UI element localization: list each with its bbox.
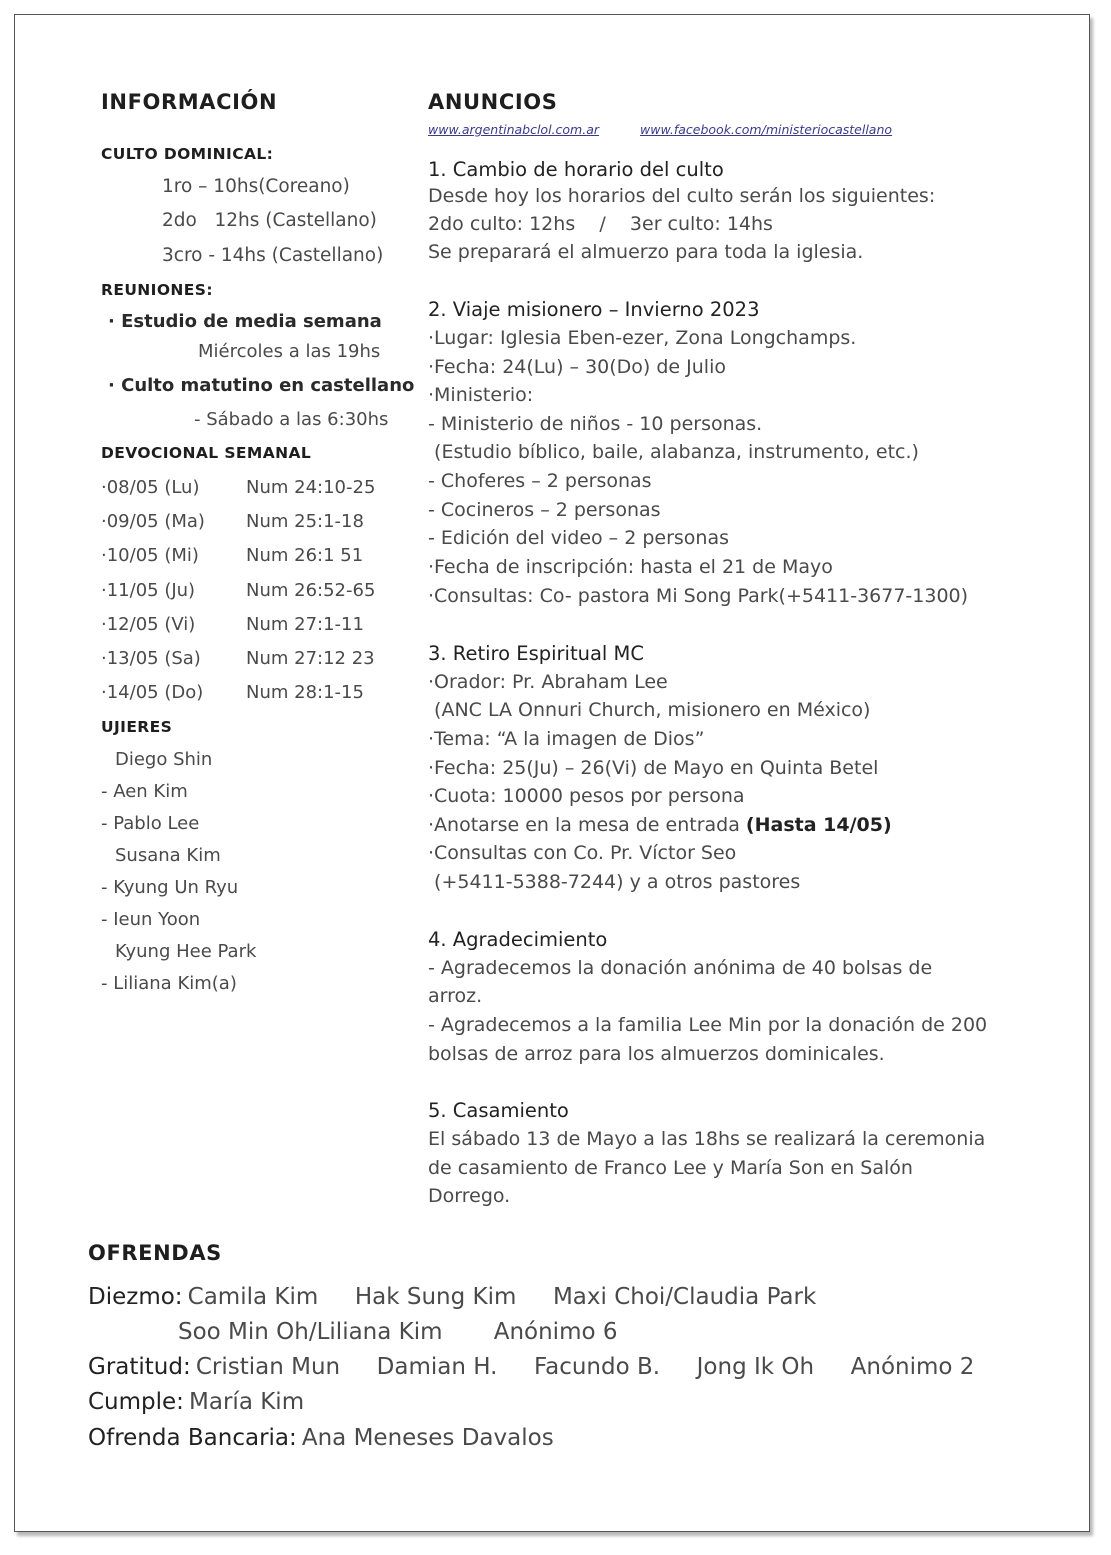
- anuncio-line: - Agradecemos la donación anónima de 40 bolsas de: [428, 957, 933, 979]
- culto-line-3: 3cro - 14hs (Castellano): [162, 245, 384, 266]
- gratitud-row: [88, 1354, 974, 1380]
- diezmo-row: [88, 1284, 816, 1310]
- devocional-date: ·12/05 (Vi): [101, 614, 196, 635]
- anuncio-line: [428, 814, 892, 836]
- ujier-name: - Liliana Kim(a): [101, 973, 237, 994]
- anuncio-line: (ANC LA Onnuri Church, misionero en México): [428, 699, 871, 721]
- anuncio-line: Se preparará el almuerzo para toda la iglesia.: [428, 241, 864, 263]
- devocional-ref: Num 25:1-18: [246, 511, 364, 532]
- anuncio-line: ·Fecha de inscripción: hasta el 21 de Mayo: [428, 556, 833, 578]
- devocional-ref: Num 24:10-25: [246, 477, 376, 498]
- anuncio-line: ·Cuota: 10000 pesos por persona: [428, 785, 745, 807]
- devocional-date: ·08/05 (Lu): [101, 477, 200, 498]
- diezmo-label: Diezmo:: [88, 1284, 183, 1310]
- devocional-title: DEVOCIONAL SEMANAL: [101, 444, 312, 462]
- cumple-names: María Kim: [189, 1389, 305, 1415]
- bancaria-names: Ana Meneses Davalos: [301, 1425, 554, 1451]
- anuncio-line: ·Fecha: 25(Ju) – 26(Vi) de Mayo en Quinta Betel: [428, 757, 879, 779]
- anuncio-line: ·Consultas con Co. Pr. Víctor Seo: [428, 842, 737, 864]
- anotarse-text: ·Anotarse en la mesa de entrada: [428, 814, 746, 836]
- cumple-label: Cumple:: [88, 1389, 184, 1415]
- devocional-date: ·14/05 (Do): [101, 682, 204, 703]
- facebook-link[interactable]: www.facebook.com/ministeriocastellano: [640, 122, 893, 137]
- anuncio-line: (Estudio bíblico, baile, alabanza, instrumento, etc.): [428, 441, 919, 463]
- reunion-1-time: Miércoles a las 19hs: [198, 341, 381, 362]
- anuncio-line: ·Fecha: 24(Lu) – 30(Do) de Julio: [428, 356, 726, 378]
- anuncio-line: ·Orador: Pr. Abraham Lee: [428, 671, 668, 693]
- anuncio-line: bolsas de arroz para los almuerzos dominicales.: [428, 1043, 885, 1065]
- devocional-ref: Num 27:1-11: [246, 614, 364, 635]
- devocional-ref: Num 27:12 23: [246, 648, 375, 669]
- ujier-name: - Ieun Yoon: [101, 909, 201, 930]
- ujier-name: - Kyung Un Ryu: [101, 877, 239, 898]
- ujier-name: Kyung Hee Park: [115, 941, 257, 962]
- anuncio-line: - Edición del video – 2 personas: [428, 527, 730, 549]
- devocional-ref: Num 28:1-15: [246, 682, 364, 703]
- anuncio-3-title: 3. Retiro Espiritual MC: [428, 642, 644, 665]
- reunion-2-title: · Culto matutino en castellano: [108, 375, 415, 396]
- anuncio-1-title: 1. Cambio de horario del culto: [428, 158, 724, 181]
- anuncio-line: ·Ministerio:: [428, 384, 534, 406]
- culto-line-2: 2do 12hs (Castellano): [162, 210, 377, 231]
- reunion-2-time: - Sábado a las 6:30hs: [194, 409, 389, 430]
- anuncio-4-title: 4. Agradecimiento: [428, 928, 608, 951]
- ujier-name: - Aen Kim: [101, 781, 188, 802]
- devocional-ref: Num 26:1 51: [246, 545, 364, 566]
- anuncio-5-title: 5. Casamiento: [428, 1099, 569, 1122]
- ujier-name: - Pablo Lee: [101, 813, 200, 834]
- devocional-date: ·09/05 (Ma): [101, 511, 205, 532]
- anuncio-line: - Choferes – 2 personas: [428, 470, 652, 492]
- anuncio-line: - Ministerio de niños - 10 personas.: [428, 413, 763, 435]
- devocional-date: ·13/05 (Sa): [101, 648, 201, 669]
- anuncio-line: de casamiento de Franco Lee y María Son en Salón: [428, 1157, 913, 1179]
- anuncio-line: Dorrego.: [428, 1185, 511, 1207]
- anuncio-line: El sábado 13 de Mayo a las 18hs se realizará la ceremonia: [428, 1128, 986, 1150]
- anuncio-line: ·Consultas: Co- pastora Mi Song Park(+5411-3677-1300): [428, 585, 969, 607]
- diezmo-names-2: Soo Min Oh/Liliana Kim Anónimo 6: [178, 1319, 618, 1345]
- reunion-1-title: · Estudio de media semana: [108, 311, 382, 332]
- info-heading: INFORMACIÓN: [101, 90, 278, 114]
- devocional-date: ·11/05 (Ju): [101, 580, 196, 601]
- bancaria-row: [88, 1425, 554, 1451]
- ofrendas-heading: OFRENDAS: [88, 1241, 222, 1265]
- anotarse-deadline: (Hasta 14/05): [745, 814, 892, 836]
- anuncio-line: ·Tema: “A la imagen de Dios”: [428, 728, 705, 750]
- ujier-name: Susana Kim: [115, 845, 221, 866]
- reuniones-title: REUNIONES:: [101, 281, 213, 299]
- cumple-row: [88, 1389, 304, 1415]
- ujier-name: Diego Shin: [115, 749, 213, 770]
- anuncio-line: (+5411-5388-7244) y a otros pastores: [428, 871, 801, 893]
- culto-line-1: 1ro – 10hs(Coreano): [162, 176, 350, 197]
- anuncio-2-title: 2. Viaje misionero – Invierno 2023: [428, 298, 760, 321]
- diezmo-names: Camila Kim Hak Sung Kim Maxi Choi/Claudia Park: [187, 1284, 817, 1310]
- bancaria-label: Ofrenda Bancaria:: [88, 1425, 297, 1451]
- gratitud-names: Cristian Mun Damian H. Facundo B. Jong Ik Oh Anónimo 2: [195, 1354, 975, 1380]
- anuncio-line: 2do culto: 12hs / 3er culto: 14hs: [428, 213, 773, 235]
- website-link[interactable]: www.argentinabclol.com.ar: [428, 122, 599, 137]
- anuncios-heading: ANUNCIOS: [428, 90, 558, 114]
- culto-title: CULTO DOMINICAL:: [101, 145, 274, 163]
- anuncio-line: - Cocineros – 2 personas: [428, 499, 661, 521]
- devocional-date: ·10/05 (Mi): [101, 545, 199, 566]
- anuncio-line: arroz.: [428, 985, 483, 1007]
- anuncio-line: ·Lugar: Iglesia Eben-ezer, Zona Longchamps.: [428, 327, 857, 349]
- devocional-ref: Num 26:52-65: [246, 580, 376, 601]
- gratitud-label: Gratitud:: [88, 1354, 191, 1380]
- ujieres-title: UJIERES: [101, 718, 173, 736]
- anuncio-line: - Agradecemos a la familia Lee Min por la donación de 200: [428, 1014, 988, 1036]
- anuncio-line: Desde hoy los horarios del culto serán los siguientes:: [428, 185, 936, 207]
